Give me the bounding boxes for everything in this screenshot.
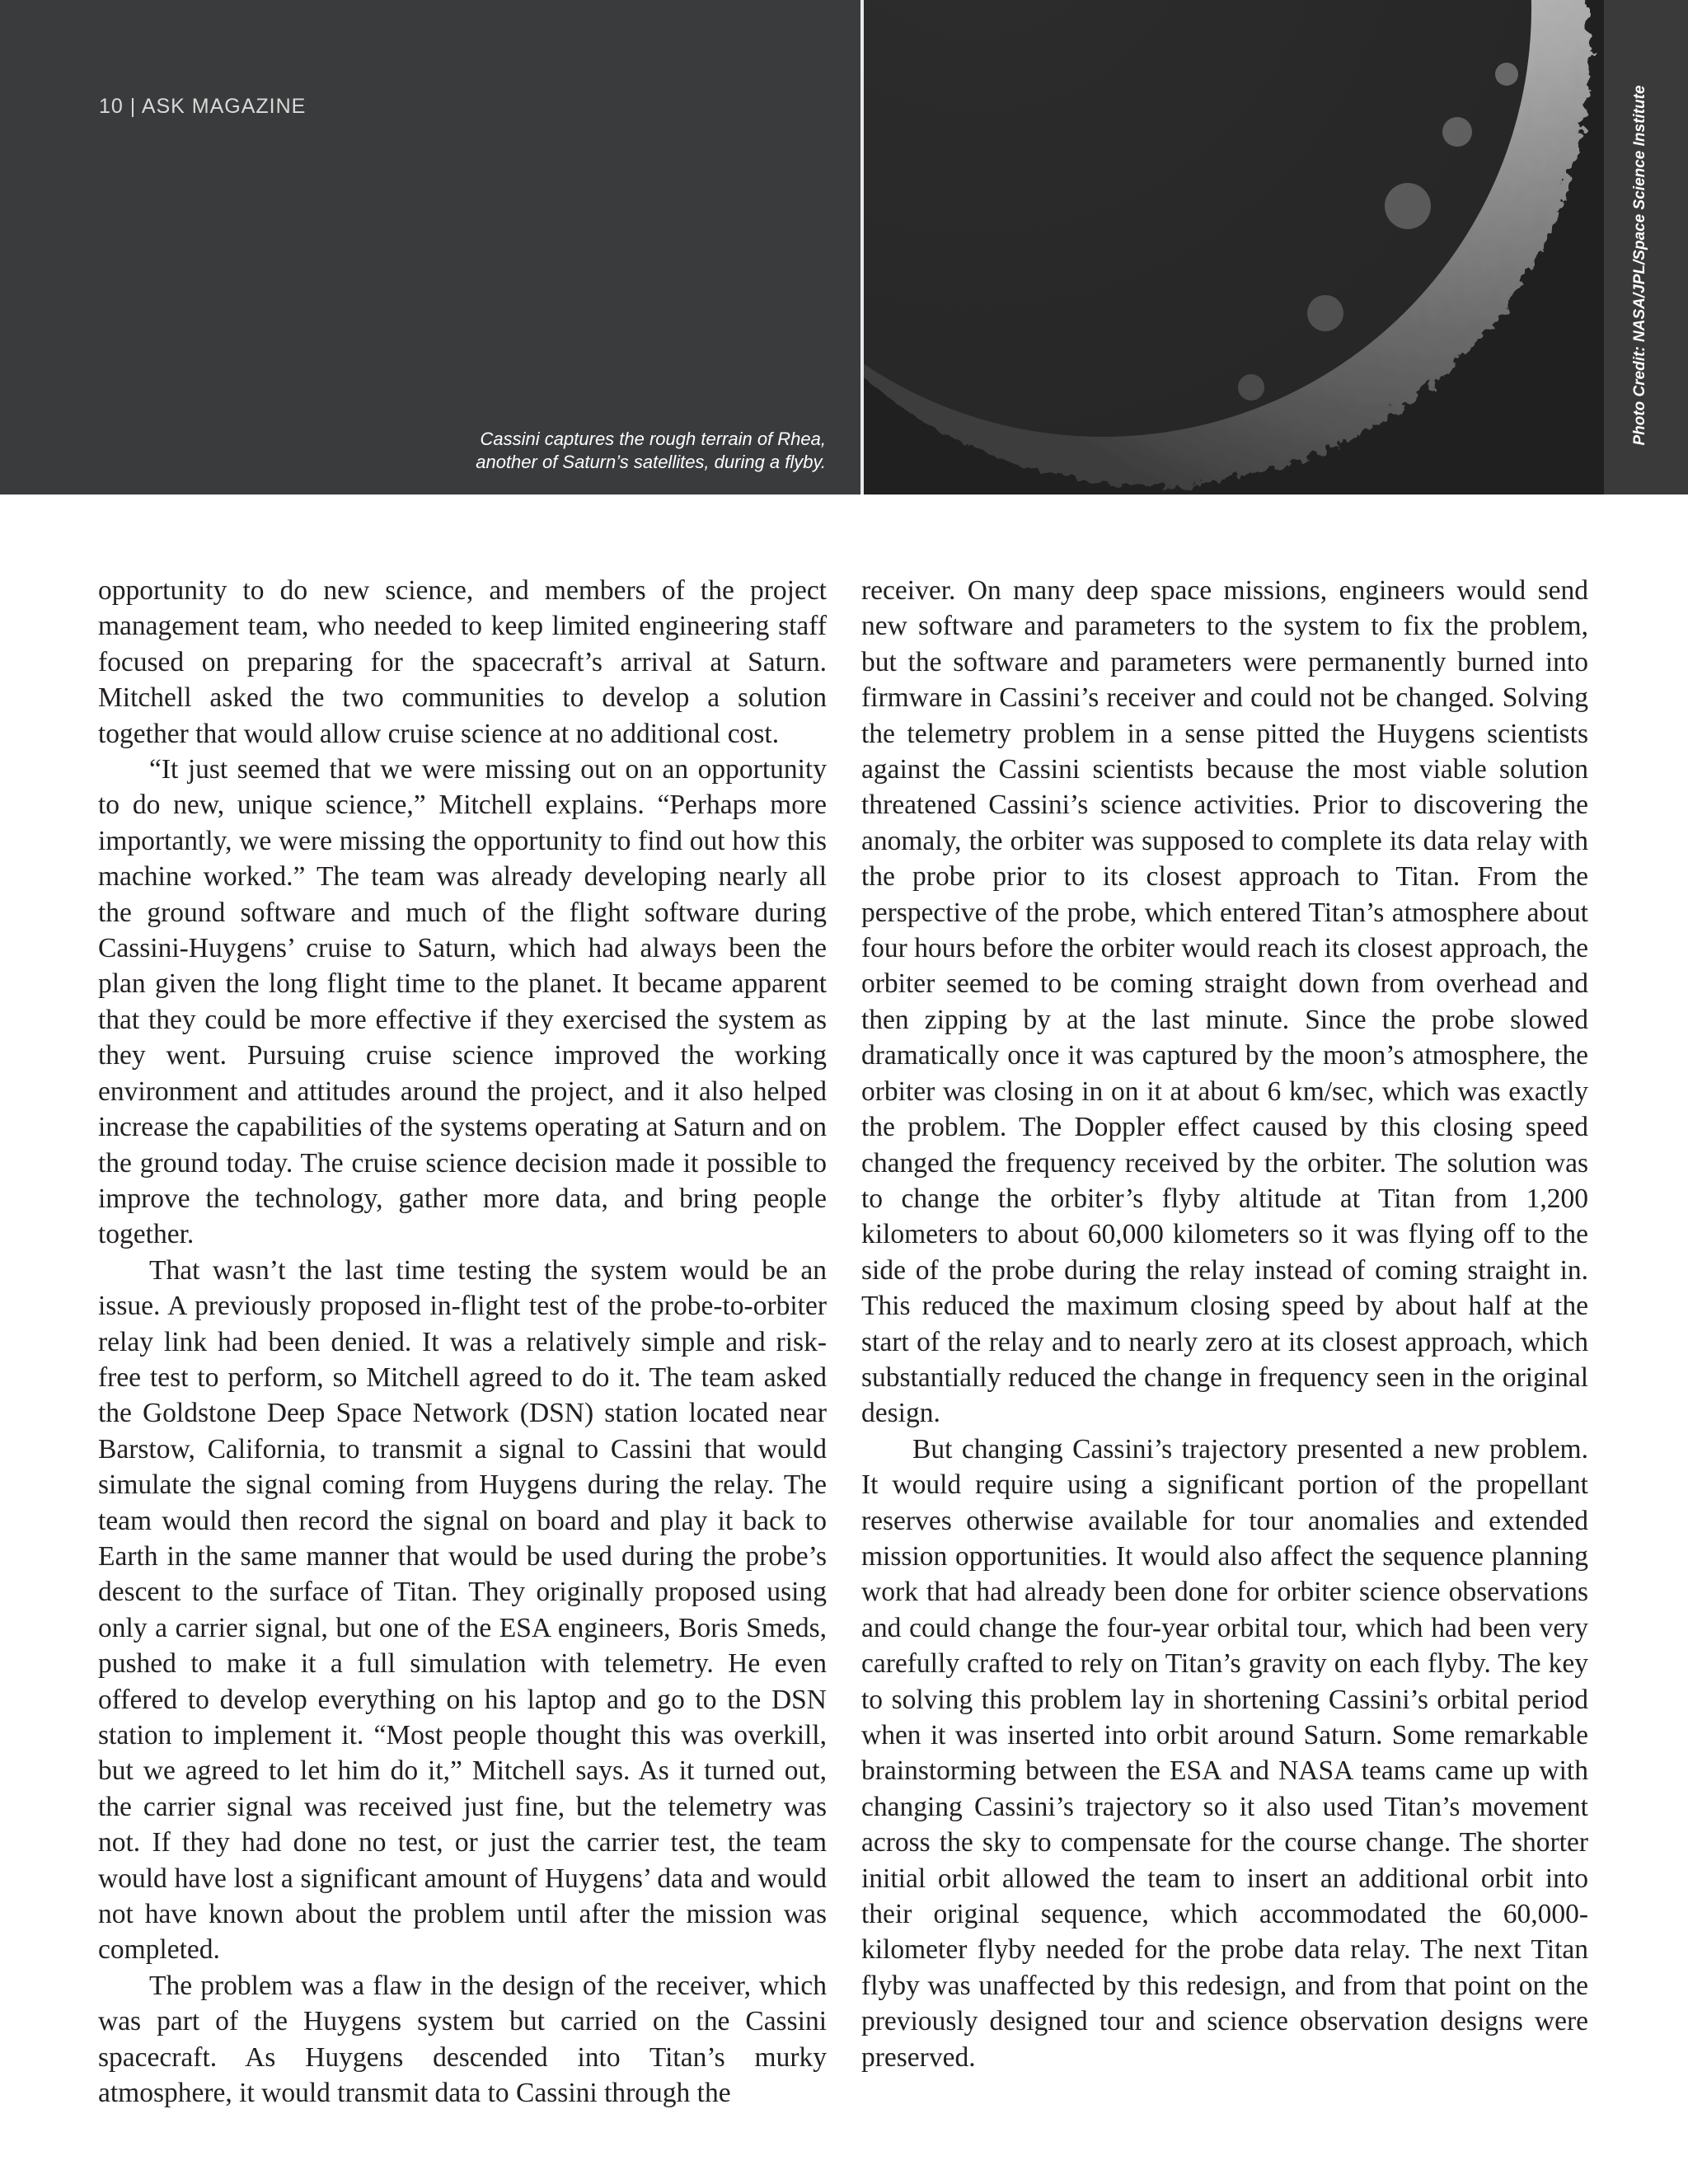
paragraph: “It just seemed that we were missing out on an opportunity to do new, unique science,” Mitchell explains. “Perhaps more importantly, we were missing the opportunity to find out how this machine worked.” The team was already developing nearly all the ground software and much of the flight software during Cassini-Huygens’ cruise to Saturn, which had always been the plan given the long flight time to the planet. It became apparent that they could be more effective if they exercised the system as they went. Pursuing cruise science improved the working environment and attitudes around the project, and it also helped increase the capabilities of the systems operating at Saturn and on the ground today. The cruise science decision made it possible to improve the technology, gather more data, and bring people together. [98,754,827,1250]
paragraph: That wasn’t the last time testing the system would be an issue. A previously proposed in-flight test of the probe-to-orbiter relay link had been denied. It was a relatively simple and risk-free test to perform, so Mitchell agreed to do it. The team asked the Goldstone Deep Space Network (DSN) station located near Barstow, California, to transmit a signal to Cassini that would simulate the signal coming from Huygens during the relay. The team would then record the signal on board and play it back to Earth in the same manner that would be used during the probe’s descent to the surface of Titan. They originally proposed using only a carrier signal, but one of the ESA engineers, Boris Smeds, pushed to make it a full simulation with telemetry. He even offered to develop everything on his laptop and go to the DSN station to implement it. “Most people thought this was overkill, but we agreed to let him do it,” Mitchell says. As it turned out, the carrier signal was received just fine, but the telemetry was not. If they had done no test, or just the carrier test, the team would have lost a significant amount of Huygens’ data and would not have known about the problem until after the mission was completed. [98,1254,827,1966]
moon-crescent-photo [864,0,1604,494]
article-left-column [98,573,827,2111]
paragraph: But changing Cassini’s trajectory presented a new problem. It would require using a significant portion of the propellant reserves otherwise available for tour anomalies and extended mission opportunities. It would also affect the sequence planning work that had already been done for orbiter science observations and could change the four-year orbital tour, which had been very carefully crafted to rely on Titan’s gravity on each flyby. The key to solving this problem lay in shortening Cassini’s orbital period when it was inserted into orbit around Saturn. Some remarkable brainstorming between the ESA and NASA teams came up with changing Cassini’s trajectory so it also used Titan’s movement across the sky to compensate for the course change. The shorter initial orbit allowed the team to insert an additional orbit into their original sequence, which accommodated the 60,000-kilometer flyby needed for the probe data relay. The next Titan flyby was unaffected by this redesign, and from that point on the previously designed tour and science observation designs were preserved. [861,1433,1588,2073]
photo-caption [249,428,826,474]
paragraph: The problem was a flaw in the design of the receiver, which was part of the Huygens system but carried on the Cassini spacecraft. As Huygens descended into Titan’s murky atmosphere, it would transmit data to Cassini through the [98,1970,827,2109]
header-left-panel [0,0,860,494]
page-folio: 10 | ASK MAGAZINE [99,95,307,118]
rhea-photo [864,0,1604,494]
caption-line-1: Cassini captures the rough terrain of Rhea, [480,429,826,449]
photo-credit: Photo Credit: NASA/JPL/Space Science Institute [1631,85,1648,446]
paragraph: receiver. On many deep space missions, engineers would send new software and parameters to the system to fix the problem, but the software and parameters were permanently burned into firmware in Cassini’s receiver and could not be changed. Solving the telemetry problem in a sense pitted the Huygens scientists against the Cassini scientists because the most viable solution threatened Cassini’s science activities. Prior to discovering the anomaly, the orbiter was supposed to complete its data relay with the probe prior to its closest approach to Titan. From the perspective of the probe, which entered Titan’s atmosphere about four hours before the orbiter would reach its closest approach, the orbiter seemed to be coming straight down from overhead and then zipping by at the last minute. Since the probe slowed dramatically once it was captured by the moon’s atmosphere, the orbiter was closing in on it at about 6 km/sec, which was exactly the problem. The Doppler effect caused by this closing speed changed the frequency received by the orbiter. The solution was to change the orbiter’s flyby altitude at Titan from 1,200 kilometers to about 60,000 kilometers so it was flying off to the side of the probe during the relay instead of coming straight in. This reduced the maximum closing speed by about half at the start of the relay and to nearly zero at its closest approach, which substantially reduced the change in frequency seen in the original design. [861,575,1588,1429]
paragraph: opportunity to do new science, and members of the project management team, who needed to keep limited engineering staff focused on preparing for the spacecraft’s arrival at Saturn. Mitchell asked the two communities to develop a solution together that would allow cruise science at no additional cost. [98,575,827,749]
caption-line-2: another of Saturn’s satellites, during a flyby. [476,452,826,472]
article-right-column [861,573,1588,2075]
